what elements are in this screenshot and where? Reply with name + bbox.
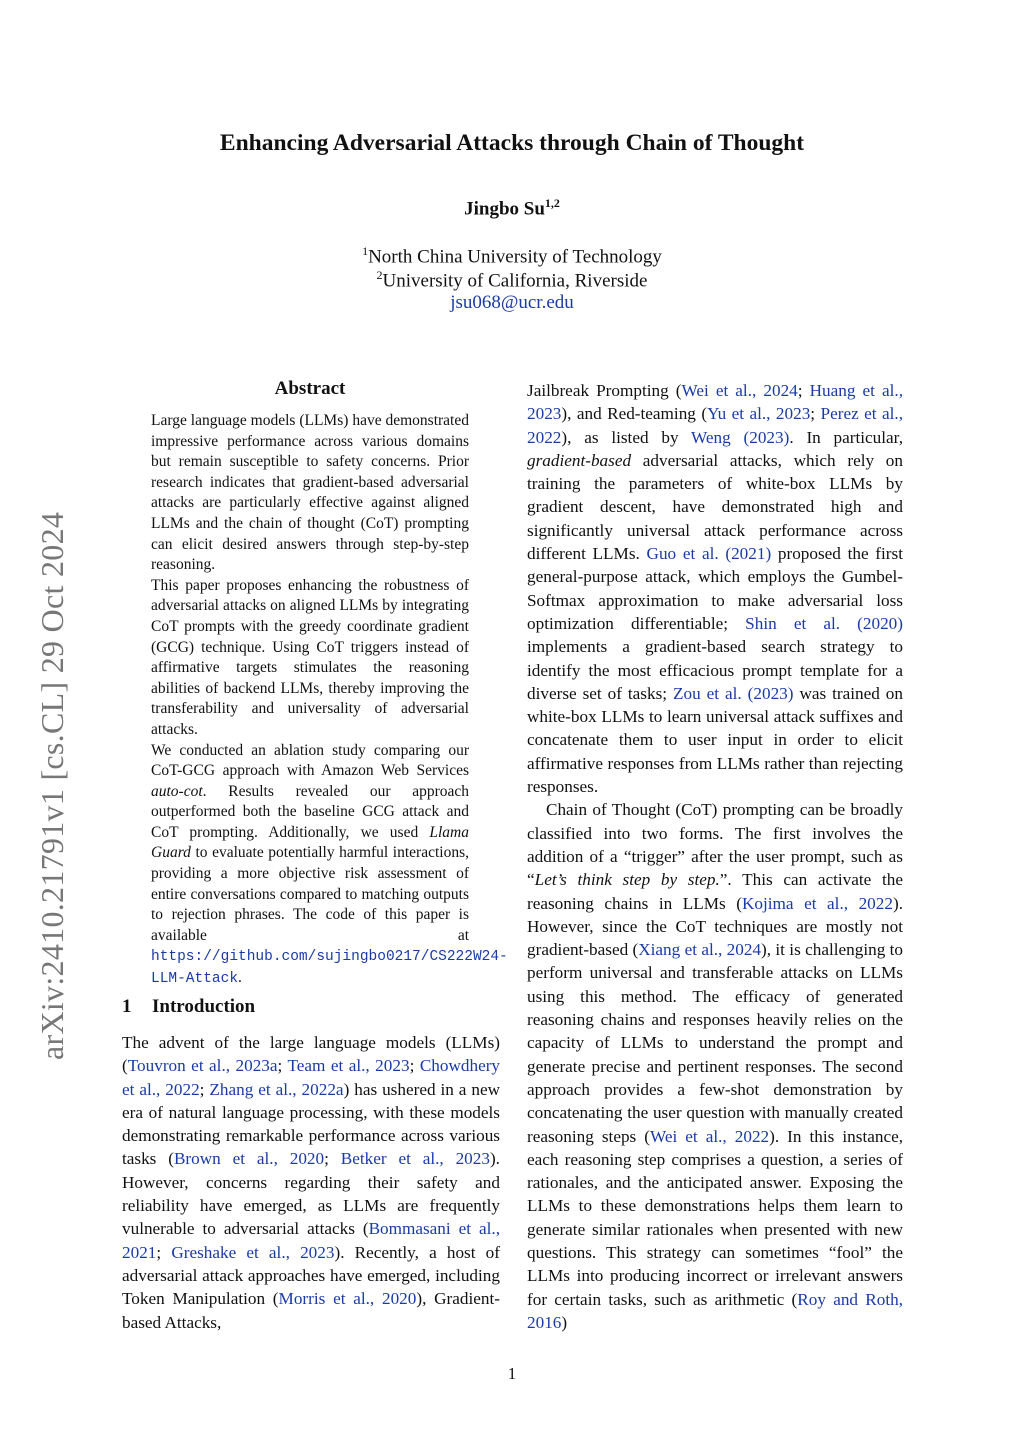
affiliation-1-mark: 1 [362,244,369,258]
affiliation-2-name: University of California, Riverside [382,270,648,292]
citation-link[interactable]: Yu et al., 2023 [707,404,811,424]
citation-link[interactable]: Wei et al., 2024 [681,381,798,400]
arxiv-identifier: arXiv:2410.21791v1 [cs.CL] 29 Oct 2024 [34,511,70,1060]
citation-link[interactable]: Zou et al. (2023) [673,683,794,703]
body-text: ), and Red-teaming ( [561,404,708,424]
citation-link[interactable]: Shin et al. (2020) [745,613,903,633]
introduction-paragraph [122,1031,500,1334]
body-text: ”. This can activate the reasoning chains in LLMs ( [527,870,903,913]
body-text: ; [199,1079,210,1099]
citation-link[interactable]: Bommasani et al., 2021 [122,1219,500,1262]
abstract-paragraph-1: Large language models (LLMs) have demonstrated impressive performance across various domains but remain susceptible to safety concerns. Prior research indicates that gradient-based adversarial attacks are particularly effective against aligned LLMs and the chain of thought (CoT) prompting can elicit desired answers through step-by-step reasoning. [151,412,469,574]
citation-link[interactable]: Touvron et al., 2023a [127,1056,278,1076]
abstract-emphasis: Llama Guard [151,823,469,862]
introduction-body [122,1031,500,1334]
body-text: . In particular, [789,427,904,447]
body-text: ; [810,404,821,424]
affiliation-2 [0,268,1024,292]
citation-link[interactable]: Brown et al., 2020 [173,1149,325,1169]
body-text: Jailbreak Prompting ( [527,381,682,400]
abstract-paragraph-2: This paper proposes enhancing the robustness of adversarial attacks on aligned LLMs by integrating CoT prompts with the greedy coordinate gradient (GCG) technique. Using CoT triggers instead of affirmative targets stimulates the reasoning abilities of backend LLMs, thereby improving the transferability and universality of adversarial attacks. [151,576,469,738]
paper-title: Enhancing Adversarial Attacks through Chain of Thought [219,130,805,156]
abstract-text: We conducted an ablation study comparing our CoT-GCG approach with Amazon Web Services [151,741,469,780]
emphasis-text: gradient-based [527,450,632,470]
citation-link[interactable]: Betker et al., 2023 [340,1149,490,1169]
abstract-heading: Abstract [274,378,346,399]
affiliation-1 [0,244,1024,268]
right-column-paragraph-2 [527,798,903,1334]
body-text: The advent of the large language models (LLMs) ( [122,1033,500,1076]
author-name [0,196,1024,220]
body-text: ). Recently, a host of adversarial attack approaches have emerged, including Token Manipulation ( [122,1242,500,1309]
body-text: ) has ushered in a new era of natural language processing, with these models demonstrating remarkable performance across various tasks ( [122,1079,501,1169]
body-text: ), as listed by [561,427,692,447]
author-name-text: Jingbo Su [464,198,545,220]
citation-link[interactable]: Xiang et al., 2024 [638,940,762,960]
affiliation-2-mark: 2 [376,268,383,282]
citation-link[interactable]: Weng (2023) [691,427,790,447]
code-repository-link[interactable]: https://github.com/sujingbo0217/CS222W24-LLM-Attack [151,949,508,988]
citation-link[interactable]: Wei et al., 2022 [650,1126,770,1146]
body-text: ). However, since the CoT techniques are mostly not gradient-based ( [527,893,903,960]
author-affiliation-marks: 1,2 [544,196,560,210]
body-text: was trained on white-box LLMs to learn universal attack suffixes and concatenate them to user input in order to elicit affirmative responses from LLMs rather than rejecting responses. [527,683,903,797]
citation-link[interactable]: Huang et al., 2023 [527,381,904,424]
body-text: ; [324,1149,341,1169]
body-text: Chain of Thought (CoT) prompting can be broadly classified into two forms. The first involves the addition of a “trigger” after the user prompt, such as “ [527,800,903,890]
body-text: ), Gradient-based Attacks, [122,1289,500,1332]
citation-link[interactable]: Chowdhery et al., 2022 [122,1056,501,1099]
citation-link[interactable]: Roy and Roth, 2016 [527,1289,903,1332]
citation-link[interactable]: Morris et al., 2020 [278,1289,417,1309]
abstract-emphasis: auto-cot [151,782,203,800]
citation-link[interactable]: Team et al., 2023 [287,1056,410,1076]
right-column-paragraph-1 [527,379,903,798]
right-column-body [527,379,903,1334]
section-number: 1 [122,996,132,1017]
body-text: ; [409,1056,420,1076]
author-email[interactable] [0,292,1024,314]
abstract-paragraph-3 [151,741,508,990]
author-email-link[interactable]: jsu068@ucr.edu [450,292,574,313]
citation-link[interactable]: Guo et al. (2021) [646,544,772,564]
affiliation-1-name: North China University of Technology [368,246,662,268]
body-text: proposed the first general-purpose attack, which employs the Gumbel-Softmax approximation to make adversarial loss optimization differentiable; [527,544,903,633]
citation-link[interactable]: Zhang et al., 2022a [209,1079,344,1099]
abstract-text: to evaluate potentially harmful interactions, providing a more objective risk assessment of entire conversations compared to matching outputs to rejection phrases. The code of this paper is available at [151,844,469,944]
body-text: ; [277,1056,288,1076]
body-text: implements a gradient-based search strategy to identify the most efficacious prompt template for a diverse set of tasks; [527,637,903,703]
body-text: adversarial attacks, which rely on training the parameters of white-box LLMs by gradient descent, have demonstrated high and significantly universal attack performance across different LLMs. [527,450,903,564]
body-text: ; [797,381,810,400]
abstract-text: . Results revealed our approach outperformed both the baseline GCG attack and CoT prompting. Additionally, we used [151,782,469,841]
body-text: ). However, concerns regarding their safety and reliability have emerged, as LLMs are frequently vulnerable to adversarial attacks ( [122,1149,500,1239]
citation-link[interactable]: Greshake et al., 2023 [171,1242,335,1262]
body-text: ), it is challenging to perform universal and transferable attacks on LLMs using this method. The efficacy of generated reasoning chains and responses heavily relies on the capacity of LLMs to understand the prompt and generate precise and pertinent responses. The second approach provides a few-shot demonstration by concatenating the user question with manually created reasoning steps ( [527,940,903,1146]
section-title: Introduction [152,996,256,1017]
citation-link[interactable]: Kojima et al., 2022 [741,893,893,913]
introduction-heading [122,996,255,1018]
emphasis-text: Let’s think step by step. [534,870,720,890]
page-number: 1 [507,1364,517,1383]
citation-link[interactable]: Perez et al., 2022 [527,404,903,447]
body-text: ; [156,1242,172,1262]
body-text: ). In this instance, each reasoning step comprises a question, a series of rationales, and the anticipated answer. Exposing the LLMs to these demonstrations helps them learn to generate similar rationales when presented with new questions. This strategy can sometimes “fool” the LLMs into producing incorrect or irrelevant answers for certain tasks, such as arithmetic ( [527,1126,904,1309]
abstract-body [151,411,508,990]
body-text: ) [561,1312,568,1332]
abstract-text: . [238,969,242,987]
